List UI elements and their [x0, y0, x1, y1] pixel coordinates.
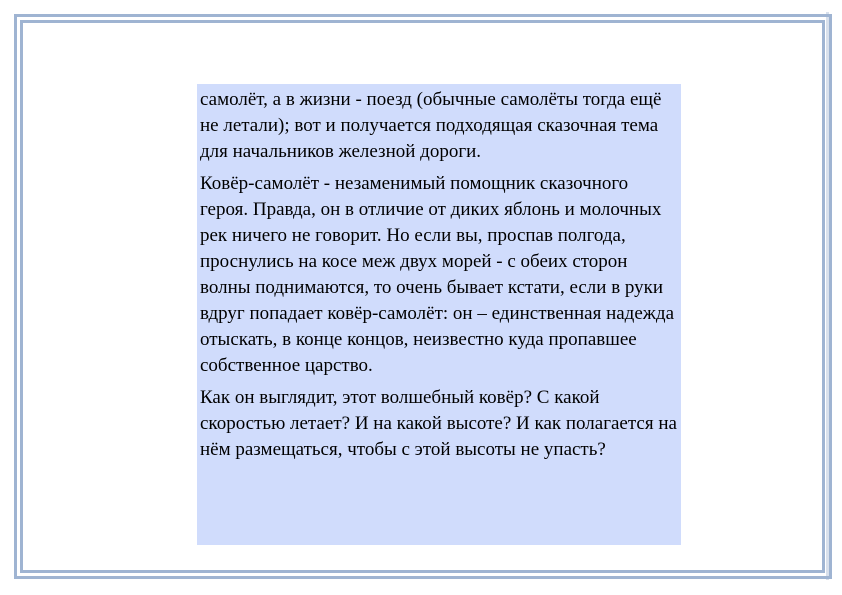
paragraph-2: Ковёр-самолёт - незаменимый помощник сказочного героя. Правда, он в отличие от диких яблонь и молочных рек ничего не говорит. Но если вы, проспав полгода, проснулись на косе меж двух морей - с обеих сторон волны поднимаются, то очень бывает кстати, если в руки вдруг попадает ковёр-самолёт: он – единственная надежда отыскать, в конце концов, неизвестно куда пропавшее собственное царство.	[200, 173, 674, 376]
paragraph-1: самолёт, а в жизни - поезд (обычные самолёты тогда ещё не летали); вот и получается подходящая сказочная тема для начальников железной дороги.	[200, 89, 662, 162]
paragraph-3: Как он выглядит, этот волшебный ковёр? С какой скоростью летает? И на какой высоте? И как полагается на нём размещаться, чтобы с этой высоты не упасть?	[200, 387, 677, 460]
text-box	[197, 84, 681, 545]
